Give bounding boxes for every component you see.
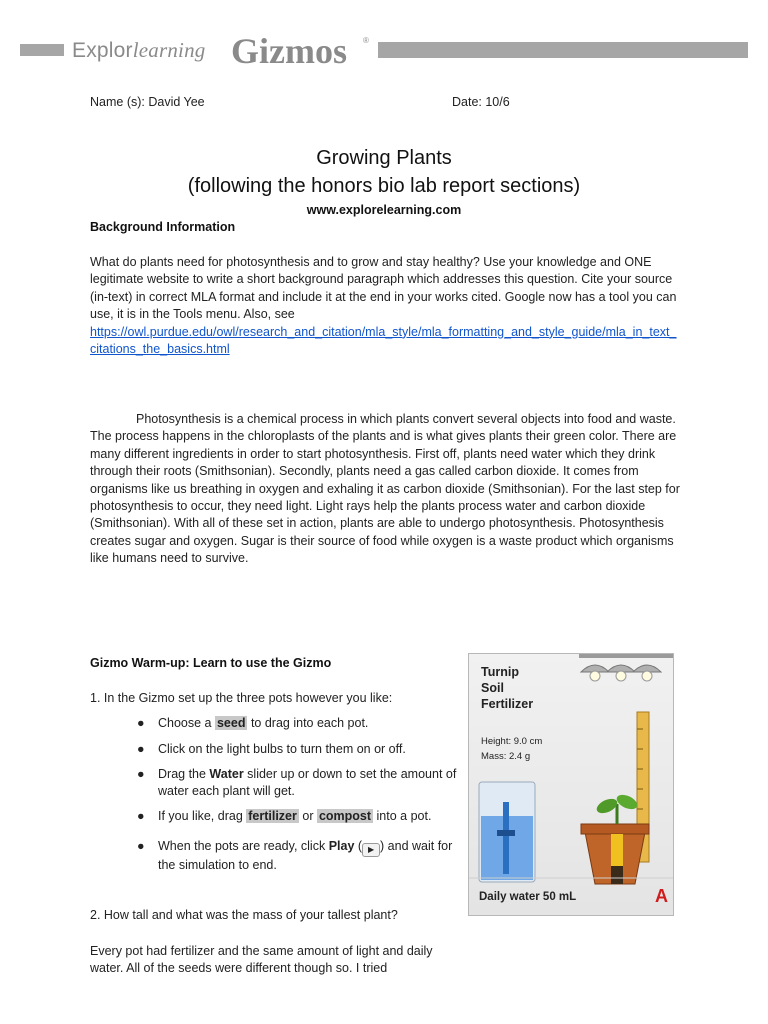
question-1: 1. In the Gizmo set up the three pots however you like:	[90, 691, 393, 705]
bullet-text: ) and wait for the simulation to end.	[158, 839, 453, 872]
bullet-text: If you like, drag	[158, 809, 247, 823]
student-name: Name (s): David Yee	[90, 95, 205, 109]
gizmo-illustration	[469, 654, 674, 916]
bullet-text: Click on the light bulbs to turn them on or off.	[158, 742, 406, 756]
bullet-icon: ●	[137, 716, 145, 730]
water-beaker-icon	[479, 782, 535, 882]
bullet-icon: ●	[137, 809, 145, 823]
instructions-text: What do plants need for photosynthesis and to grow and stay healthy? Use your knowledge and ONE legitimate website to write a short background paragraph which addresses this question. Cite your source (in-text) in correct MLA format and include it at the end in your works cited. Google now has a tool you can use, it is in the Tools menu. Also, see	[90, 255, 677, 322]
bullet-text: into a pot.	[373, 809, 432, 823]
brand-learning-text: learning	[132, 38, 206, 62]
play-icon: ▶	[362, 843, 380, 857]
highlight-seed: seed	[216, 716, 246, 730]
soil-label: Soil	[481, 681, 504, 695]
plant-type-label: Turnip	[481, 665, 519, 679]
warmup-heading: Gizmo Warm-up: Learn to use the Gizmo	[90, 656, 332, 670]
light-bulb-icon	[579, 654, 674, 681]
height-readout: Height: 9.0 cm	[481, 736, 543, 747]
bullet-icon: ●	[137, 767, 145, 781]
mass-readout: Mass: 2.4 g	[481, 751, 531, 762]
brand-explore-text: Explor	[72, 39, 133, 62]
explorelearning-header	[0, 31, 768, 72]
background-heading: Background Information	[90, 220, 236, 234]
brand-gizmos-text: Gizmos	[231, 31, 347, 71]
bullet-text: slider up or down to set the amount of water each plant will get.	[158, 767, 457, 799]
mla-guide-link[interactable]: https://owl.purdue.edu/owl/research_and_citation/mla_style/mla_formatting_and_style_guide/mla_in_text_citations_the_basics.html	[90, 324, 677, 357]
date-field: Date: 10/6	[452, 95, 510, 109]
bold-play: Play	[328, 839, 355, 853]
trademark-icon: ®	[363, 36, 369, 45]
header-bar-left	[20, 44, 64, 56]
bullet-text: (	[354, 839, 363, 853]
bullet-text: or	[298, 809, 317, 823]
fertilizer-label: Fertilizer	[481, 697, 534, 711]
bullet-text: Drag the	[158, 767, 210, 781]
pot-letter: A	[655, 886, 668, 906]
bullet-icon: ●	[137, 839, 145, 853]
daily-water-label: Daily water 50 mL	[479, 891, 577, 903]
bullet-icon: ●	[137, 742, 145, 756]
gizmo-screenshot	[468, 653, 674, 916]
question-2: 2. How tall and what was the mass of your tallest plant?	[90, 908, 398, 922]
answer-paragraph: Every pot had fertilizer and the same amount of light and daily water. All of the seeds were different though so. I tried	[90, 944, 433, 976]
page-title: Growing Plants	[316, 147, 452, 169]
website-line: www.explorelearning.com	[306, 203, 462, 217]
highlight-compost: compost	[318, 809, 372, 823]
essay-paragraph: Photosynthesis is a chemical process in which plants convert several objects into food and waste. The process happens in the chloroplasts of the plants and is what gives plants their green color. There are many different ingredients in order to start photosynthesis. First off, plants need water which they drink through their roots (Smithsonian). Secondly, plants need a gas called carbon dioxide. It comes from organisms like us breathing in oxygen and exhaling it as carbon dioxide (Smithsonian). For the last step for photosynthesis to occur, they need light. Light rays help the plants process water and carbon dioxide (Smithsonian). With all of these set in action, plants are able to undergo photosynthesis. Photosynthesis creates sugar and oxygen. Sugar is their source of food while oxygen is a waste product which organisms like humans need to survive.	[90, 412, 680, 566]
brand-logo	[72, 38, 206, 63]
instructions-paragraph	[90, 254, 682, 358]
bullet-text: When the pots are ready, click	[158, 839, 329, 853]
highlight-fertilizer: fertilizer	[248, 809, 297, 823]
bullet-text: to drag into each pot.	[247, 716, 369, 730]
header-bar-right	[378, 42, 748, 58]
page-subtitle: (following the honors bio lab report sections)	[187, 175, 581, 197]
bullet-text: Choose a	[158, 716, 215, 730]
bold-water: Water	[209, 767, 244, 781]
